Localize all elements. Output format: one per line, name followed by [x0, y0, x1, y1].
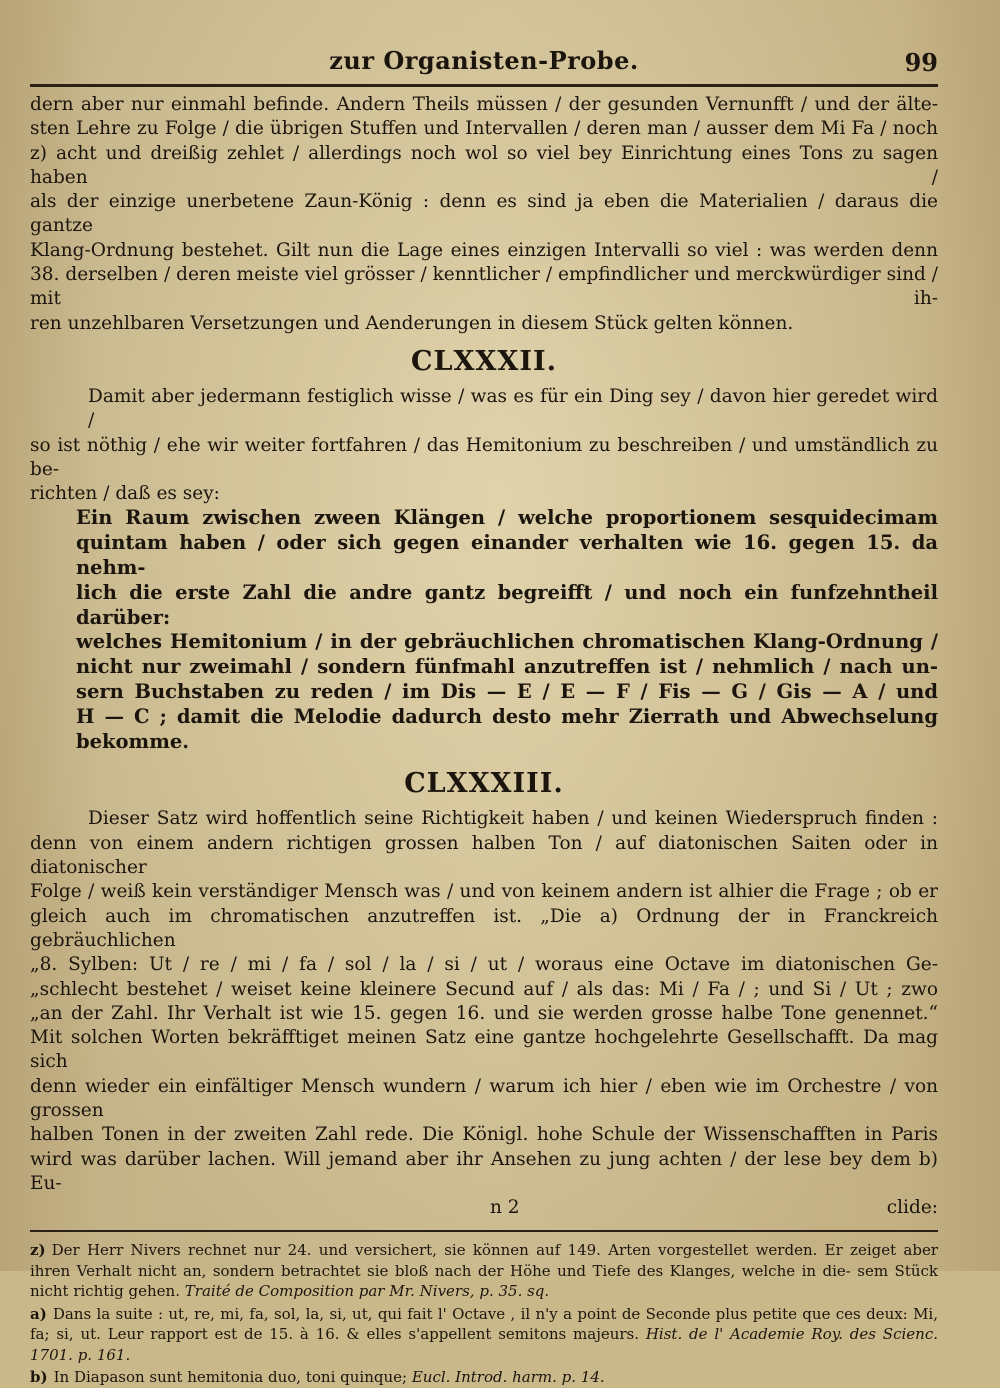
- page-number: 99: [904, 48, 938, 77]
- text-line: Klang-Ordnung bestehet. Gilt nun die Lage eines einzigen Intervalli so viel : was werden denn: [30, 239, 938, 261]
- catchword: clide:: [886, 1197, 938, 1219]
- hemitonium-definition: [30, 506, 938, 754]
- text-line: 38. derselben / deren meiste viel grösser / kenntlicher / empfindlicher und merckwürdiger sind / mit ih-: [30, 264, 938, 310]
- page-header: [30, 46, 938, 80]
- text-line: sten Lehre zu Folge / die übrigen Stuffen und Intervallen / deren man / ausser dem Mi Fa / noch: [30, 118, 938, 140]
- footnote-mark: z): [30, 1241, 46, 1260]
- text-line: „8. Sylben: Ut / re / mi / fa / sol / la / si / ut / woraus eine Octave im diatonischen Ge-: [30, 954, 938, 976]
- text-line: „schlecht bestehet / weiset keine kleinere Secund auf / als das: Mi / Fa / ; und Si / Ut ; zwo: [30, 978, 938, 1000]
- footnotes: [30, 1240, 938, 1388]
- footnote-mark: b): [30, 1368, 48, 1387]
- signature-mark: n 2: [490, 1197, 520, 1219]
- footnote-text: In Diapason sunt hemitonia duo, toni quinque;: [53, 1368, 408, 1387]
- text-line: ren unzehlbaren Versetzungen und Aenderungen in diesem Stück gelten können.: [30, 312, 794, 334]
- section-heading-clxxxiii: CLXXXIII.: [404, 768, 564, 800]
- paragraph-intro: [30, 385, 938, 506]
- footnote-reference: Eucl. Introd. harm. p. 14.: [411, 1368, 605, 1387]
- paragraph-continuation: [30, 93, 938, 336]
- paragraph-main: [30, 807, 938, 1196]
- text-line: so ist nöthig / ehe wir weiter fortfahren / das Hemitonium zu beschreiben / und umständlich zu be-: [30, 434, 938, 480]
- section-heading-clxxxii: CLXXXII.: [411, 345, 557, 377]
- definition-line: H — C ; damit die Melodie dadurch desto mehr Zierrath und Abwechselung: [76, 704, 938, 728]
- text-line: halben Tonen in der zweiten Zahl rede. Die Königl. hohe Schule der Wissenschafften in Paris: [30, 1124, 938, 1146]
- footnote-reference: Hist. de l' Academie Roy. des Scienc. 1701. p. 161.: [30, 1325, 938, 1364]
- text-line: z) acht und dreißig zehlet / allerdings noch wol so viel bey Einrichtung eines Tons zu sagen haben /: [30, 142, 938, 188]
- text-line: denn von einem andern richtigen grossen halben Ton / auf diatonischen Saiten oder in diatonischer: [30, 832, 938, 879]
- definition-line: quintam haben / oder sich gegen einander verhalten wie 16. gegen 15. da nehm-: [76, 531, 938, 580]
- header-rule: [30, 84, 938, 87]
- footnote-reference: Traité de Composition par Mr. Nivers, p. 35. sq.: [184, 1282, 550, 1301]
- definition-line: lich die erste Zahl die andre gantz begreifft / und noch ein funfzehntheil darüber:: [76, 580, 938, 629]
- definition-line: Ein Raum zwischen zween Klängen / welche proportionem sesquidecimam: [76, 506, 938, 530]
- text-line: denn wieder ein einfältiger Mensch wundern / warum ich hier / eben wie im Orchestre / von grossen: [30, 1075, 938, 1121]
- text-line: gleich auch im chromatischen anzutreffen ist. „Die a) Ordnung der in Franckreich gebräuchlichen: [30, 905, 938, 951]
- footnote-text: Dans la suite : ut, re, mi, fa, sol, la, si, ut, qui fait l' Octave , il n'y a point de Seconde plus petite que ces deux: Mi, fa; si, ut. Leur rapport est de 15. à 16. & elles s'appellent semitons majeurs.: [30, 1304, 938, 1344]
- text-line: Damit aber jedermann festiglich wisse / was es für ein Ding sey / davon hier geredet wird /: [88, 385, 938, 432]
- footnote: [30, 1304, 938, 1366]
- text-line: Dieser Satz wird hoffentlich seine Richtigkeit haben / und keinen Wiederspruch finden :: [88, 808, 938, 830]
- footnote: [30, 1367, 938, 1388]
- text-line: wird was darüber lachen. Will jemand aber ihr Ansehen zu jung achten / der lese bey dem b) Eu-: [30, 1148, 938, 1194]
- text-line: „an der Zahl. Ihr Verhalt ist wie 15. gegen 16. und sie werden grosse halbe Tone genennet.“: [30, 1002, 938, 1024]
- text-line: richten / daß es sey:: [30, 483, 220, 505]
- definition-line: sern Buchstaben zu reden / im Dis — E / E — F / Fis — G / Gis — A / und: [76, 680, 938, 704]
- text-line: als der einzige unerbetene Zaun-König : denn es sind ja eben die Materialien / daraus die gantze: [30, 191, 938, 237]
- text-line: dern aber nur einmahl befinde. Andern Theils müssen / der gesunden Vernunfft / und der älte-: [30, 94, 938, 115]
- definition-line: nicht nur zweimahl / sondern fünfmahl anzutreffen ist / nehmlich / nach un-: [76, 655, 938, 679]
- signature-line: [30, 1196, 938, 1220]
- text-line: Folge / weiß kein verständiger Mensch was / und von keinem andern ist alhier die Frage ; ob er: [30, 881, 938, 903]
- running-title: zur Organisten-Probe.: [329, 46, 639, 75]
- footnote-text: Der Herr Nivers rechnet nur 24. und versichert, sie können auf 149. Arten vorgestellet werden. Er zeiget aber ihren Verhalt nicht an, sondern betrachtet sie bloß nach der Höhe und Tiefe des Klanges, welche in die- sem Stück nicht richtig gehen.: [30, 1241, 938, 1301]
- footnote-rule: [30, 1230, 938, 1232]
- footnote-mark: a): [30, 1304, 47, 1323]
- definition-line: welches Hemitonium / in der gebräuchlichen chromatischen Klang-Ordnung /: [76, 630, 938, 654]
- definition-line: bekomme.: [76, 729, 190, 753]
- text-line: Mit solchen Worten bekräfftiget meinen Satz eine gantze hochgelehrte Gesellschafft. Da mag sich: [30, 1027, 938, 1073]
